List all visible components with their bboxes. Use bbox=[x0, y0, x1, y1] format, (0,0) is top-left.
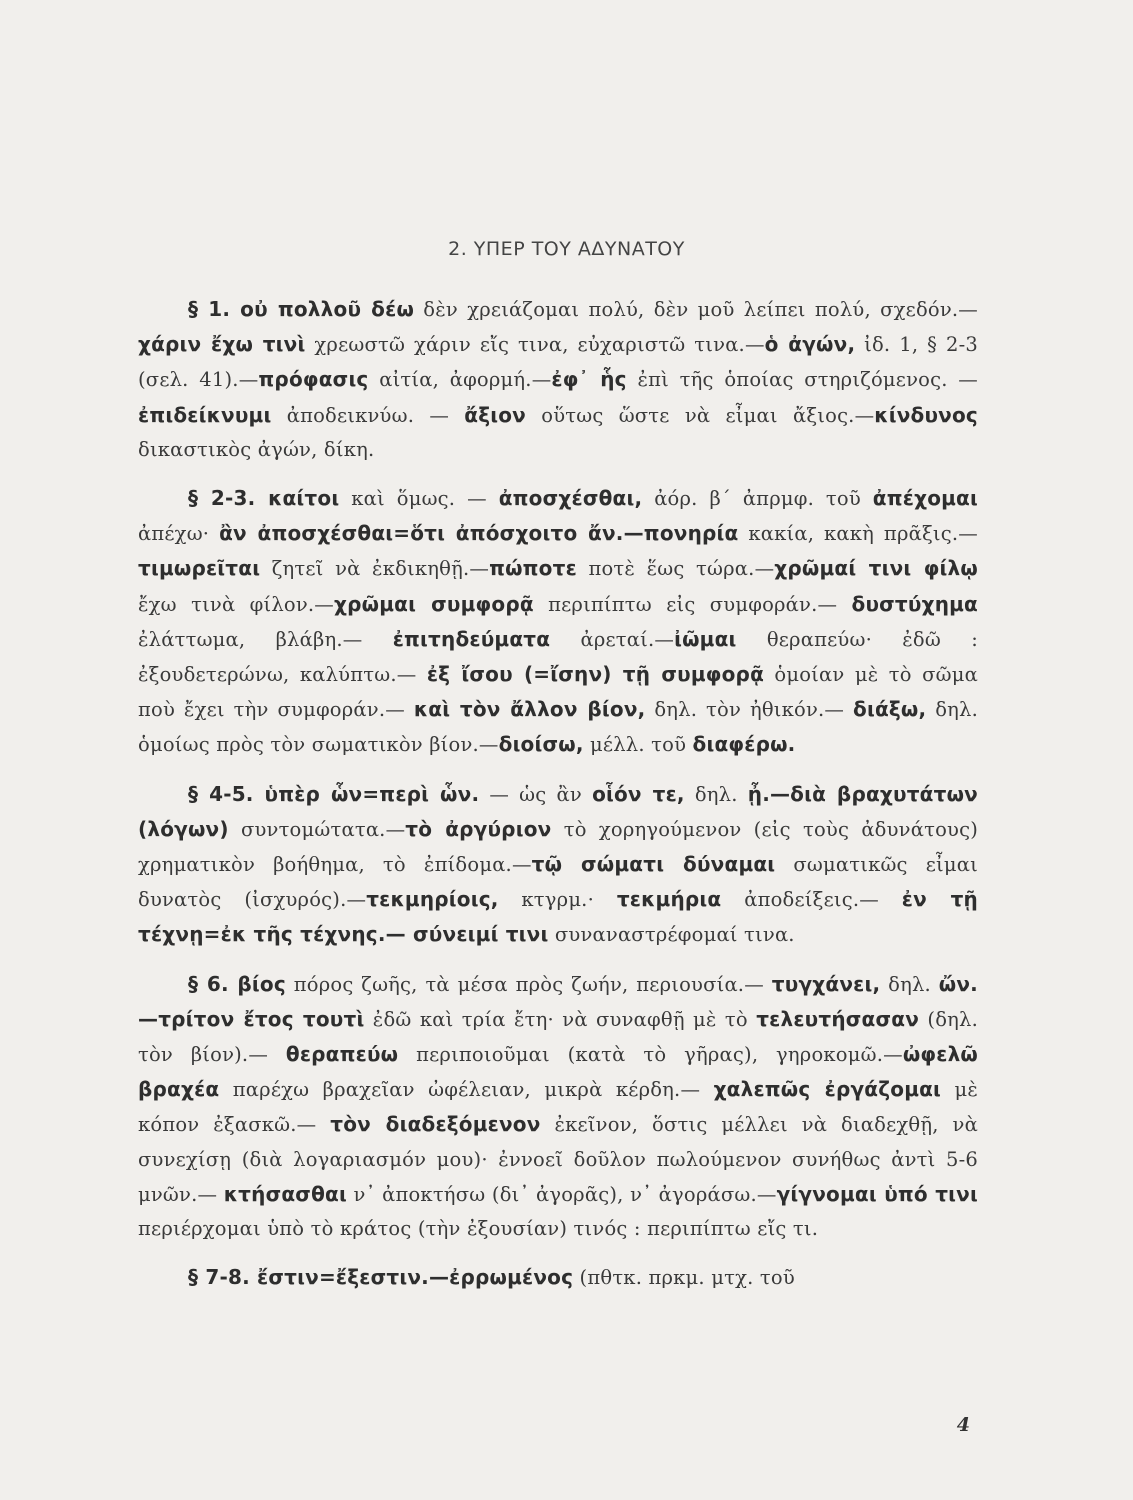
lemma: τεκμηρίοις, bbox=[366, 887, 499, 912]
gloss: αἰτία, ἀφορμή.— bbox=[368, 368, 552, 392]
gloss: ἀόρ. β΄ ἀπρμφ. τοῦ bbox=[642, 487, 873, 511]
gloss: — ὡς ἂν bbox=[479, 782, 593, 806]
paragraph-section-1 bbox=[138, 292, 978, 467]
lemma: ᾖ.—διὰ βραχυτάτων (λόγων) bbox=[138, 781, 978, 841]
gloss: ἀποδείξεις.— bbox=[721, 888, 902, 912]
page-number: 4 bbox=[956, 1414, 970, 1436]
lemma: πρόφασις bbox=[258, 367, 369, 392]
gloss: ὁμοίαν μὲ τὸ σῶμα ποὺ ἔχει τὴν συμφοράν.— bbox=[138, 663, 978, 722]
gloss: σωματικῶς εἶμαι δυνατὸς (ἰσχυρός).— bbox=[138, 853, 978, 912]
lemma: τυγχάνει, bbox=[771, 971, 881, 996]
lemma: χρῶμαί τινι φίλῳ bbox=[774, 556, 978, 581]
lemma: καὶ τὸν ἄλλον βίον, bbox=[413, 697, 646, 722]
gloss: δηλ. τὸν ἠθικόν.— bbox=[645, 698, 854, 722]
gloss: μὲ κόπον ἐξασκῶ.— bbox=[138, 1078, 978, 1137]
gloss: δικαστικὸς ἀγών, δίκη. bbox=[138, 437, 375, 461]
gloss: ἰδ. 1, § 2-3 (σελ. 41).— bbox=[138, 333, 978, 392]
gloss: δηλ. ὁμοίως πρὸς τὸν σωματικὸν βίον.— bbox=[138, 698, 978, 757]
lemma: τὸ ἀργύριον bbox=[405, 816, 552, 841]
lemma: θεραπεύω bbox=[285, 1042, 399, 1067]
gloss: περιποιοῦμαι (κατὰ τὸ γῆρας), γηροκομῶ.— bbox=[398, 1043, 903, 1067]
page-title: 2. ΥΠΕΡ ΤΟΥ ΑΔΥΝΑΤΟΥ bbox=[448, 238, 685, 260]
lemma: τελευτήσασαν bbox=[756, 1006, 920, 1031]
lemma: χρῶμαι συμφορᾷ bbox=[334, 591, 534, 616]
lemma: ἀποσχέσθαι, bbox=[498, 486, 643, 511]
lemma: ὠφελῶ βραχέα bbox=[138, 1042, 979, 1102]
gloss: κτγρμ.· bbox=[498, 888, 617, 912]
gloss: θεραπεύω· ἐδῶ : ἐξουδετερώνω, καλύπτω.— bbox=[138, 627, 978, 687]
lemma: δυστύχημα bbox=[851, 591, 978, 616]
lemma: τὸν διαδεξόμενον bbox=[330, 1112, 541, 1137]
lemma: ἐπιτηδεύματα bbox=[392, 626, 551, 651]
paragraph-section-6 bbox=[138, 967, 978, 1247]
gloss: ν᾽ ἀποκτήσω (δι᾽ ἀγορᾶς), ν᾽ ἀγοράσω.— bbox=[346, 1182, 777, 1206]
lemma: ὁ ἀγών, bbox=[764, 332, 856, 357]
gloss: δηλ. bbox=[880, 972, 939, 996]
lemma: ἀπέχομαι bbox=[872, 486, 978, 511]
gloss: συναναστρέφομαί τινα. bbox=[548, 923, 795, 947]
lemma: τεκμήρια bbox=[616, 887, 722, 912]
lemma: γίγνομαι ὑπό τινι bbox=[776, 1181, 978, 1206]
lemma: ἰῶμαι bbox=[674, 626, 737, 651]
lemma: κτήσασθαι bbox=[223, 1181, 347, 1206]
lemma: ἄξιον bbox=[464, 402, 527, 427]
lemma: § 4-5. ὑπὲρ ὧν=περὶ ὧν. bbox=[188, 781, 480, 806]
gloss: ζητεῖ νὰ ἐκδικηθῇ.— bbox=[260, 557, 490, 581]
lemma: οἷόν τε, bbox=[592, 781, 685, 806]
lemma: § 6. βίος bbox=[188, 971, 286, 996]
gloss: ἀπέχω· bbox=[138, 522, 220, 546]
lemma: § 2-3. καίτοι bbox=[188, 486, 340, 511]
gloss: περιέρχομαι ὑπὸ τὸ κράτος (τὴν ἐξουσίαν) τινός : περιπίπτω εἴς τι. bbox=[138, 1217, 819, 1241]
gloss: οὕτως ὥστε νὰ εἶμαι ἄξιος.— bbox=[526, 403, 875, 427]
lemma: τιμωρεῖται bbox=[138, 556, 261, 581]
gloss: (δηλ. τὸν βίον).— bbox=[138, 1007, 978, 1067]
lemma: ὤν.—τρίτον ἔτος τουτὶ bbox=[138, 971, 978, 1031]
lemma: ἐπιδείκνυμι bbox=[138, 402, 272, 427]
gloss: ἐδῶ καὶ τρία ἔτη· νὰ συναφθῇ μὲ τὸ bbox=[364, 1007, 757, 1031]
lemma: § 1. οὐ πολλοῦ δέω bbox=[188, 297, 415, 321]
lemma: πώποτε bbox=[489, 556, 577, 581]
lemma: διαφέρω. bbox=[692, 732, 796, 757]
lemma: τῷ σώματι δύναμαι bbox=[531, 852, 776, 877]
gloss: περιπίπτω εἰς συμφοράν.— bbox=[533, 592, 852, 616]
gloss: μέλλ. τοῦ bbox=[583, 733, 693, 757]
lemma: ἂν ἀποσχέσθαι=ὅτι ἀπόσχοιτο ἄν.—πονηρία bbox=[219, 521, 739, 546]
gloss: ἀποδεικνύω. — bbox=[271, 403, 465, 427]
lemma: ἐφ᾽ ἧς bbox=[551, 367, 627, 392]
lemma: ἐξ ἴσου (=ἴσην) τῇ συμφορᾷ bbox=[426, 662, 765, 687]
paragraph-section-7-8 bbox=[138, 1260, 978, 1295]
gloss: ἐκεῖνον, ὅστις μέλλει νὰ διαδεχθῇ, νὰ συνεχίσῃ (διὰ λογαριασμόν μου)· ἐννοεῖ δοῦλον πωλούμενον συνήθως ἀντὶ 5-6 μνῶν.— bbox=[138, 1113, 978, 1206]
lemma: χαλεπῶς ἐργάζομαι bbox=[713, 1077, 942, 1102]
gloss: δηλ. bbox=[684, 782, 748, 806]
gloss: συντομώτατα.— bbox=[228, 817, 406, 841]
gloss: ποτὲ ἕως τώρα.— bbox=[576, 557, 775, 581]
paragraph-section-4-5 bbox=[138, 777, 978, 953]
lemma: ἐν τῇ τέχνῃ=ἐκ τῆς τέχνης.— σύνειμί τινι bbox=[138, 887, 978, 947]
gloss: ἔχω τινὰ φίλον.— bbox=[138, 592, 335, 616]
lemma: κίνδυνος bbox=[874, 402, 978, 427]
gloss: ἐπὶ τῆς ὁποίας στηριζόμενος. — bbox=[626, 368, 978, 392]
gloss: καὶ ὅμως. — bbox=[339, 487, 499, 511]
gloss: ἀρεταί.— bbox=[550, 627, 675, 651]
gloss: (πθτκ. πρκμ. μτχ. τοῦ bbox=[573, 1266, 795, 1290]
lemma: διοίσω, bbox=[498, 732, 584, 757]
gloss: κακία, κακὴ πρᾶξις.— bbox=[738, 522, 978, 546]
gloss: τὸ χορηγούμενον (εἰς τοὺς ἀδυνάτους) χρηματικὸν βοήθημα, τὸ ἐπίδομα.— bbox=[138, 817, 979, 877]
gloss: πόρος ζωῆς, τὰ μέσα πρὸς ζωήν, περιουσία.— bbox=[285, 972, 772, 996]
lemma: § 7-8. ἔστιν=ἔξεστιν.—ἐρρωμένος bbox=[188, 1265, 574, 1290]
gloss: παρέχω βραχεῖαν ὠφέλειαν, μικρὰ κέρδη.— bbox=[219, 1078, 714, 1102]
lemma: διάξω, bbox=[853, 697, 927, 722]
gloss: ἐλάττωμα, βλάβη.— bbox=[138, 627, 393, 651]
gloss: χρεωστῶ χάριν εἴς τινα, εὐχαριστῶ τινα.— bbox=[305, 333, 765, 357]
commentary-text bbox=[138, 292, 978, 1309]
lemma: χάριν ἔχω τινὶ bbox=[138, 332, 306, 357]
paragraph-section-2-3 bbox=[138, 481, 978, 763]
gloss: δὲν χρειάζομαι πολύ, δὲν μοῦ λείπει πολύ, σχεδόν.— bbox=[414, 298, 978, 321]
